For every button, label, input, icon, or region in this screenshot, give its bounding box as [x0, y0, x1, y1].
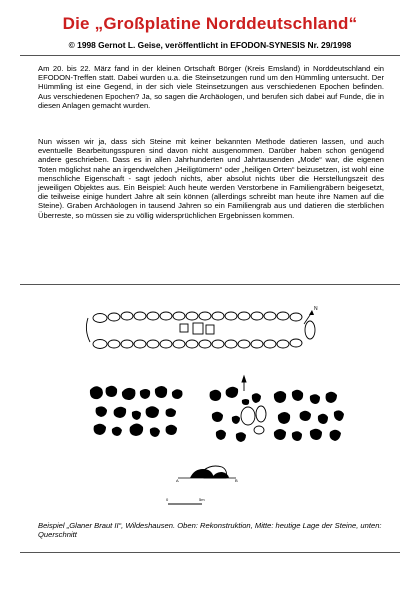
- figure-caption: Beispiel „Glaner Braut II“, Wildeshausen. Oben: Rekonstruktion, Mitte: heutige Lage der Steine, unten: Querschnitt: [38, 521, 382, 540]
- scale-bar: [166, 497, 205, 504]
- scale-label-end: 5m: [199, 497, 205, 502]
- header-rule: [20, 55, 400, 56]
- footer-rule: [20, 552, 400, 553]
- stone-setting-figure: [60, 296, 360, 516]
- chamber-outlines: [241, 376, 266, 434]
- north-label: N: [314, 306, 318, 312]
- cross-section: [176, 466, 238, 483]
- current-stone-layout: [90, 386, 344, 442]
- paragraph-intro: Am 20. bis 22. März fand in der kleinen Ortschaft Börger (Kreis Emsland) in Norddeutschland ein EFODON-Treffen statt. Dabei wurden u.a. die Steinsetzungen rund um den Hümmling untersucht. Der Hümmling ist eine Gegend, in der sich viele Steinsetzungen aus verschiedenen Epochen befinden. Aus verschiedenen Epochen? Ja, so sagen die Archäologen, und berufen sich dabei auf Funde, die in diesen Anlagen gemacht wurden.: [38, 64, 384, 110]
- scale-label-start: 0: [166, 497, 169, 502]
- section-label-b: B: [235, 478, 238, 483]
- paragraph-dating: Nun wissen wir ja, dass sich Steine mit keiner bekannten Methode datieren lassen, und auch eventuelle Bearbeitungsspuren sind davon nicht ausgenommen. Darüber haben schon genügend andere geschrieben. Dass es in allen Jahrhunderten und Jahrtausenden „Mode“ war, die eigenen Toten möglichst nahe an irgendwelchen „Heiligtümern“ oder „heiligen Orten“ beizusetzen, ist wohl eine menschliche Eigenschaft - sagt jedoch nichts, aber absolut nichts über die Herstellungszeit des jeweiligen Objektes aus. Ein Beispiel: Auch heute werden Verstorbene in Familiengräbern beigesetzt, die teilweise einige hundert Jahre alt sein können (allerdings schreibt man heute ihre Namen auf die Steine). Graben Archäologen in tausend Jahren so ein Familiengrab aus und datieren die sterblichen Überreste, so müssen sie zu völlig widersprüchlichen Ergebnissen kommen.: [38, 137, 384, 220]
- figure-rule-top: [20, 284, 400, 285]
- page-title: Die „Großplatine Norddeutschland“: [62, 14, 358, 33]
- section-label-a: A: [176, 478, 179, 483]
- reconstruction-plan: [86, 312, 315, 349]
- copyright-line: © 1998 Gernot L. Geise, veröffentlicht in EFODON-SYNESIS Nr. 29/1998: [68, 40, 352, 50]
